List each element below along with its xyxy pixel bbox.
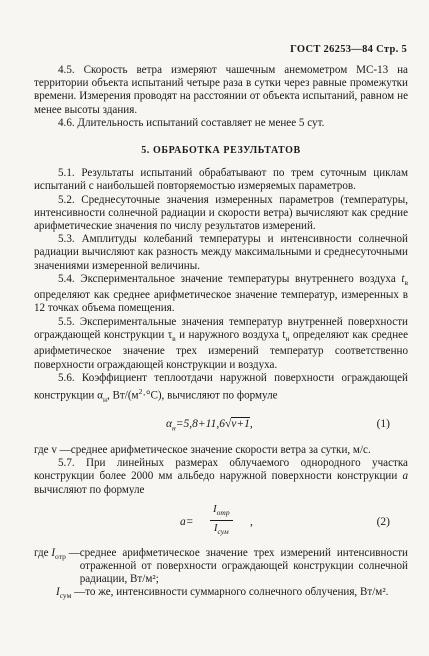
equation-number-2: (2) [376, 515, 390, 528]
clause-5-5 [34, 316, 408, 372]
clause-5-7-text-b: вычисляют по формуле [34, 483, 145, 496]
formula-1 [34, 412, 408, 442]
dash: — [65, 546, 80, 559]
symbol-a: a [402, 470, 408, 483]
clause-5-4-text-a: 5.4. Экспериментальное значение температуры внутреннего воздуха [58, 272, 402, 285]
document-body [34, 64, 408, 603]
formula-2-denominator [214, 521, 229, 538]
where-v-label: где v — [34, 444, 71, 457]
clause-4-6: 4.6. Длительность испытаний составляет не менее 5 сут. [58, 116, 325, 129]
i-otr-symbol: I [51, 546, 56, 559]
formula-1-comma: , [249, 418, 253, 431]
formula-1-lhs: α [166, 418, 173, 431]
clause-5-3: 5.3. Амплитуды колебаний температуры и интенсивности солнечной радиации вычисляют как разность между максимальными и среднесуточными значениями измеренной величины. [34, 233, 408, 272]
formula-1-rhs: =5,8+11,6 [175, 418, 225, 431]
dash: — [71, 586, 86, 599]
denominator-symbol: I [213, 522, 218, 535]
clause-5-6-text-a: 5.6. Коэффициент теплоотдачи наружной поверхности ограждающей конструкции α [34, 371, 408, 402]
where-i-sum [34, 586, 408, 602]
where-word: где [34, 546, 52, 559]
unit-sup: 2 [138, 386, 143, 396]
clause-5-4-text-b: определяют как среднее арифметическое значение температур, измеренных в 12 точках объема помещения. [34, 289, 408, 315]
section-title: 5. ОБРАБОТКА РЕЗУЛЬТАТОВ [141, 145, 301, 157]
where-i-otr [34, 547, 408, 587]
clause-5-2: 5.2. Среднесуточные значения измеренных параметров (температуры, интенсивности солнечной радиации и скорости ветра) вычисляют как средние арифметические значения по числу результатов измерений. [34, 193, 408, 233]
equation-number-1: (1) [376, 418, 390, 431]
formula-1-expression [166, 418, 253, 435]
clause-5-7-text-a: 5.7. При линейных размерах облучаемого однородного участка конструкции более 2000 мм альбедо наружной поверхности конструкции [34, 457, 408, 483]
formula-2-numerator [210, 503, 233, 521]
where-i-sum-label [34, 586, 85, 602]
formula-2-lhs: a= [180, 515, 194, 528]
symbol-alpha-sub: н [102, 394, 107, 404]
clause-5-6 [34, 372, 408, 406]
clause-5-7 [34, 457, 408, 497]
numerator-symbol: I [213, 502, 217, 515]
where-i-otr-label [34, 547, 80, 587]
i-otr-sub: отр [55, 552, 66, 562]
sqrt-symbol: √ [224, 418, 232, 431]
where-i-otr-text: среднее арифметическое значение трех измерений интенсивности отраженной от поверхности ограждающей конструкции солнечной радиации, Вт/м²; [79, 546, 408, 586]
symbol-t-n-sub: н [285, 334, 290, 344]
clause-5-5-text-c: определяют как среднее арифметическое значение трех измерений температур соответственно поверхности ограждающей конструкции и воздуха. [34, 328, 408, 371]
formula-1-root: v+1 [231, 418, 250, 431]
denominator-sub: сум [217, 527, 229, 537]
symbol-tau-sub: в [172, 334, 176, 344]
clause-5-6-text-b: , Вт/(м [106, 389, 139, 402]
symbol-t-sub: в [404, 278, 408, 288]
clause-4-5: 4.5. Скорость ветра измеряют чашечным анемометром МС-13 на территории объекта испытаний четыре раза в сутки через равные промежутки времени. Измерения проводят на расстоянии от объекта испытаний, равном не менее высоты здания. [34, 64, 408, 116]
clause-5-5-text-b: и наружного воздуха t [175, 328, 286, 341]
clause-5-5-text-a: 5.5. Экспериментальные значения температур внутренней поверхности ограждающей конструкции τ [34, 315, 408, 341]
where-v-text: среднее арифметическое значение скорости ветра за сутки, м/с. [70, 444, 371, 457]
i-sum-symbol: I [56, 586, 60, 599]
formula-2-fraction [210, 503, 233, 539]
page-header: ГОСТ 26253—84 Стр. 5 [290, 44, 407, 55]
formula-1-lhs-sub: н [172, 423, 176, 433]
clause-5-4 [34, 273, 408, 316]
numerator-sub: отр [216, 508, 230, 518]
formula-2 [34, 503, 408, 543]
where-v [34, 444, 408, 457]
symbol-t: t [401, 272, 405, 285]
i-sum-sub: сум [59, 591, 72, 601]
clause-5-6-text-c: ·°С), вычисляют по формуле [142, 389, 278, 402]
formula-2-comma: , [250, 515, 253, 528]
clause-5-1: 5.1. Результаты испытаний обрабатывают по трем суточным циклам испытаний с наибольшей повторяемостью измеряемых параметров. [34, 167, 408, 193]
where-i-sum-text: то же, интенсивности суммарного солнечного облучения, Вт/м². [85, 586, 389, 599]
